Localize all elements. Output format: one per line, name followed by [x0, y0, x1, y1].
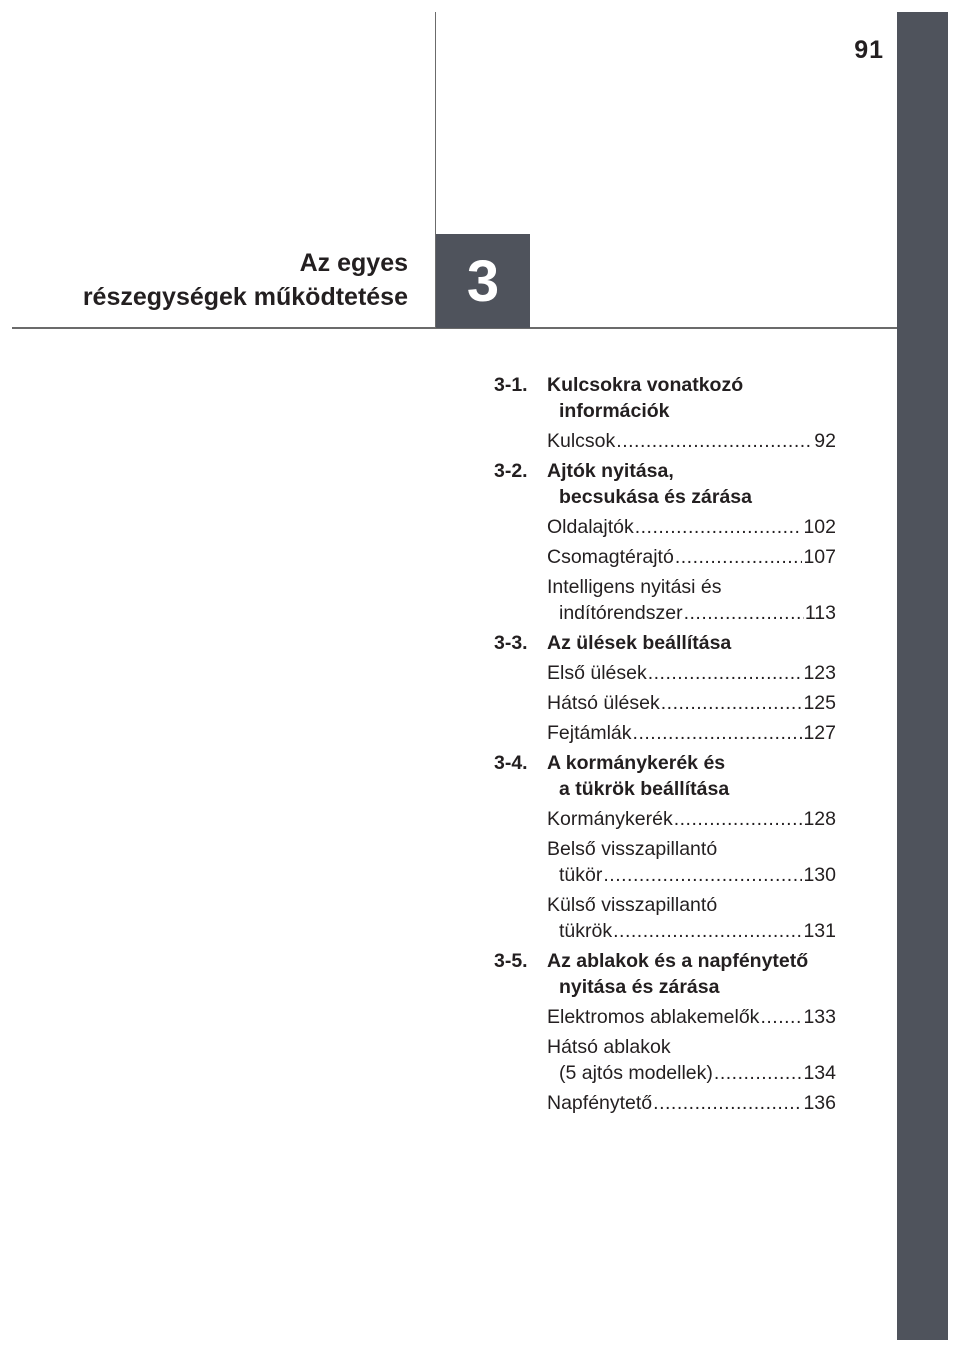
dot-leader — [760, 1004, 802, 1030]
toc-entry[interactable] — [547, 544, 836, 570]
toc-entry-line — [547, 918, 836, 944]
dot-leader — [653, 1090, 802, 1116]
toc-entry-page: 123 — [803, 662, 836, 684]
toc-section-title-line: Az ülések beállítása — [547, 632, 732, 654]
toc-entry-page: 134 — [803, 1062, 836, 1084]
toc-section-title-line: Kulcsokra vonatkozó — [547, 374, 744, 396]
dot-leader — [661, 690, 803, 716]
toc-section-number: 3-3. — [494, 632, 528, 654]
toc-entry-page: 136 — [803, 1092, 836, 1114]
toc-entry[interactable] — [547, 836, 836, 888]
dot-leader — [675, 544, 803, 570]
toc-entry-page: 133 — [803, 1006, 836, 1028]
toc-section-title — [547, 750, 836, 802]
toc-section-title-line: nyitása és zárása — [559, 976, 720, 998]
toc-entry-line — [547, 1004, 836, 1030]
toc-entry-page: 130 — [803, 864, 836, 886]
chapter-title-line: Az egyes — [299, 249, 408, 277]
toc-entry-title: Intelligens nyitási és — [547, 576, 722, 598]
toc-entry-page: 107 — [803, 546, 836, 568]
toc-entry-title: Külső visszapillantó — [547, 894, 718, 916]
toc-section-number: 3-2. — [494, 460, 528, 482]
toc-entry-line — [547, 574, 836, 600]
toc-section-number: 3-4. — [494, 752, 528, 774]
toc-entry-title: Csomagtérajtó — [547, 546, 674, 568]
toc-entry[interactable] — [547, 514, 836, 540]
toc-section-title-line: A kormánykerék és — [547, 752, 726, 774]
toc-entry[interactable] — [547, 892, 836, 944]
toc-entry-title: (5 ajtós modellek) — [559, 1062, 713, 1084]
chapter-title-line: részegységek működtetése — [82, 283, 408, 311]
toc-entry-title: Elektromos ablakemelők — [547, 1006, 760, 1028]
dot-leader — [674, 806, 803, 832]
dot-leader — [633, 720, 803, 746]
toc-entry-page: 125 — [803, 692, 836, 714]
dot-leader — [616, 428, 813, 454]
toc-entry-title: Kormánykerék — [547, 808, 673, 830]
toc-entry-line — [547, 690, 836, 716]
toc-section-title — [547, 458, 836, 510]
toc-entry[interactable] — [547, 720, 836, 746]
toc-entry-line — [547, 836, 836, 862]
toc-entry-line — [547, 544, 836, 570]
toc-entry[interactable] — [547, 1090, 836, 1116]
toc-entry-line — [547, 1060, 836, 1086]
toc-entry-line — [547, 1034, 836, 1060]
toc-entry-title: Napfénytető — [547, 1092, 653, 1114]
toc-entry-line — [547, 600, 836, 626]
toc-section[interactable] — [494, 458, 836, 510]
toc-entry-line — [547, 720, 836, 746]
toc-entry[interactable] — [547, 660, 836, 686]
toc-section-title-line: Ajtók nyitása, — [547, 460, 674, 482]
toc-section-number: 3-1. — [494, 374, 528, 396]
toc-section[interactable] — [494, 630, 836, 656]
chapter-number-box: 3 — [436, 234, 530, 328]
toc-entry[interactable] — [547, 690, 836, 716]
toc-entry-page: 102 — [803, 516, 836, 538]
toc-entry[interactable] — [547, 806, 836, 832]
toc-entry-line — [547, 862, 836, 888]
toc-section[interactable] — [494, 948, 836, 1000]
toc-entry-line — [547, 806, 836, 832]
toc-entry-page: 128 — [803, 808, 836, 830]
toc-section-title — [547, 372, 836, 424]
dot-leader — [613, 918, 802, 944]
dot-leader — [648, 660, 803, 686]
toc-entry-title: Fejtámlák — [547, 722, 632, 744]
dot-leader — [603, 862, 802, 888]
dot-leader — [635, 514, 803, 540]
toc-section-title-line: Az ablakok és a napfénytető — [547, 950, 809, 972]
toc-entry[interactable] — [547, 574, 836, 626]
toc-entry-title: indítórendszer — [559, 602, 683, 624]
toc-entry[interactable] — [547, 428, 836, 454]
chapter-title — [83, 246, 408, 314]
toc-entry-title: Első ülések — [547, 662, 647, 684]
table-of-contents — [494, 372, 836, 1120]
toc-section-title-line: becsukása és zárása — [559, 486, 752, 508]
toc-entry-page: 92 — [814, 430, 836, 452]
page-number: 91 — [854, 36, 884, 64]
chapter-side-tab — [897, 12, 948, 1340]
toc-entry[interactable] — [547, 1034, 836, 1086]
toc-entry-page: 113 — [804, 602, 836, 624]
toc-section-title-line: a tükrök beállítása — [559, 778, 730, 800]
toc-section-title — [547, 948, 836, 1000]
toc-entry-title: Belső visszapillantó — [547, 838, 718, 860]
toc-entry-title: Hátsó ablakok — [547, 1036, 671, 1058]
toc-entry-page: 127 — [803, 722, 836, 744]
toc-section[interactable] — [494, 372, 836, 424]
toc-section-number: 3-5. — [494, 950, 528, 972]
toc-section-title-line: információk — [559, 400, 670, 422]
toc-section[interactable] — [494, 750, 836, 802]
toc-entry-title: tükör — [559, 864, 603, 886]
toc-entry-line — [547, 514, 836, 540]
toc-entry-line — [547, 1090, 836, 1116]
toc-section-title — [547, 630, 836, 656]
toc-entry-title: Kulcsok — [547, 430, 616, 452]
toc-entry-line — [547, 428, 836, 454]
dot-leader — [684, 600, 804, 626]
dot-leader — [714, 1060, 803, 1086]
toc-entry-title: tükrök — [559, 920, 613, 942]
toc-entry-page: 131 — [803, 920, 836, 942]
toc-entry-title: Oldalajtók — [547, 516, 634, 538]
toc-entry-line — [547, 660, 836, 686]
toc-entry-line — [547, 892, 836, 918]
toc-entry-title: Hátsó ülések — [547, 692, 660, 714]
toc-entry[interactable] — [547, 1004, 836, 1030]
